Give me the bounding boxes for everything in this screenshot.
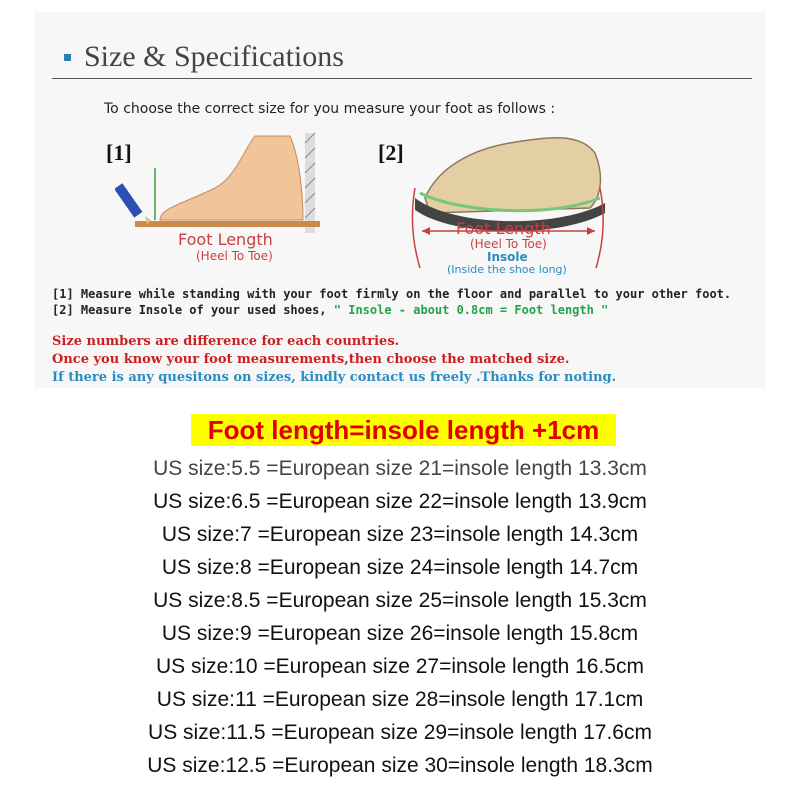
figure-1-subcaption: (Heel To Toe) (196, 249, 273, 263)
pencil-icon (115, 183, 151, 224)
figure-1-caption: Foot Length (178, 230, 273, 249)
foot-length-formula: Foot length=insole length +1cm (191, 414, 616, 446)
size-notes (52, 333, 616, 387)
intro-text: To choose the correct size for you measure your foot as follows : (104, 101, 556, 117)
insole-label: Insole (487, 250, 528, 264)
figure-2-caption: Foot Length (456, 219, 551, 238)
note-2-text: [2] Measure Insole of your used shoes, (52, 303, 334, 317)
bullet-icon (64, 54, 71, 61)
page-title: Size & Specifications (84, 40, 344, 73)
foot-shape (160, 136, 303, 220)
size-row: US size:11 =European size 28=insole length 17.1cm (156, 688, 644, 711)
size-row: US size:8 =European size 24=insole length 14.7cm (161, 556, 639, 579)
insole-note: (Inside the shoe long) (447, 263, 567, 276)
note-2-highlight: " Insole - about 0.8cm = Foot length " (333, 303, 609, 317)
note-1: [1] Measure while standing with your foot firmly on the floor and parallel to your other foot. (52, 287, 732, 301)
size-note-2: Once you know your foot measurements,then choose the matched size. (52, 352, 570, 367)
size-row: US size:12.5 =European size 30=insole length 18.3cm (147, 754, 653, 777)
size-note-3: If there is any quesitons on sizes, kindly contact us freely .Thanks for noting. (52, 370, 617, 385)
measure-notes (52, 286, 731, 318)
note-2 (52, 302, 731, 318)
size-row: US size:9 =European size 26=insole length 15.8cm (161, 622, 639, 645)
size-note-1: Size numbers are difference for each countries. (52, 334, 400, 349)
size-row: US size:10 =European size 27=insole length 16.5cm (156, 655, 644, 678)
size-row: US size:6.5 =European size 22=insole length 13.9cm (153, 490, 647, 513)
size-chart-list (0, 452, 800, 782)
figure-2-label: [2] (378, 140, 404, 165)
shoe-body (425, 138, 600, 213)
size-row: US size:5.5 =European size 21=insole length 13.3cm (153, 457, 647, 480)
section-header (52, 38, 752, 79)
figure-2-subcaption: (Heel To Toe) (470, 237, 547, 251)
size-row: US size:7 =European size 23=insole length 14.3cm (161, 523, 639, 546)
size-row: US size:11.5 =European size 29=insole length 17.6cm (148, 721, 652, 744)
figure-1-label: [1] (106, 140, 132, 165)
size-row: US size:8.5 =European size 25=insole length 15.3cm (153, 589, 647, 612)
floor (135, 221, 320, 227)
